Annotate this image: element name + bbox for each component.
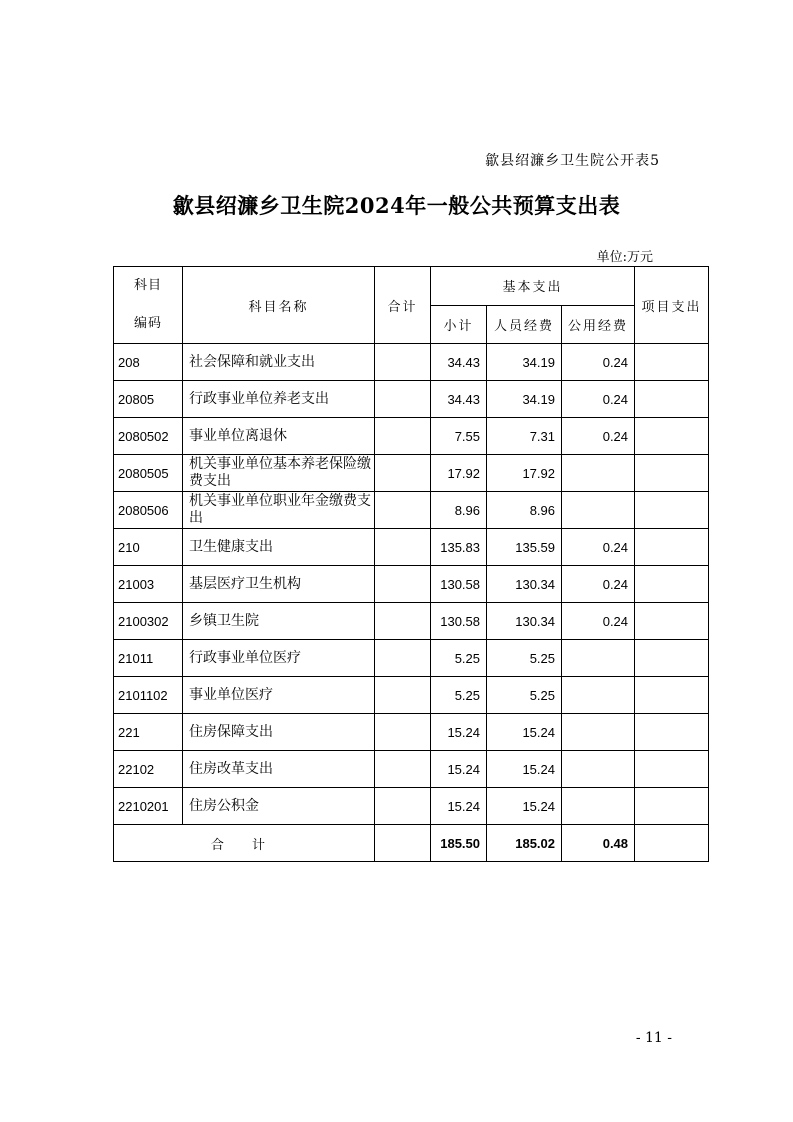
table-row <box>114 566 709 603</box>
row-code: 2080505 <box>114 455 183 492</box>
row-personnel: 34.19 <box>487 381 562 418</box>
table-number-note: 歙县绍濂乡卫生院公开表5 <box>485 153 660 169</box>
row-subtotal: 34.43 <box>431 381 487 418</box>
row-subtotal: 5.25 <box>431 640 487 677</box>
row-subtotal: 15.24 <box>431 751 487 788</box>
total-header: 合计 <box>375 267 431 344</box>
row-public <box>562 455 635 492</box>
total-row-public: 0.48 <box>562 825 635 862</box>
total-row-project <box>635 825 709 862</box>
code-header-top: 科目 <box>133 278 162 293</box>
row-total <box>375 751 431 788</box>
row-name: 卫生健康支出 <box>183 529 375 566</box>
row-code: 21003 <box>114 566 183 603</box>
row-subtotal: 130.58 <box>431 566 487 603</box>
table-row <box>114 455 709 492</box>
row-total <box>375 788 431 825</box>
table-row <box>114 344 709 381</box>
row-code: 2210201 <box>114 788 183 825</box>
row-public <box>562 714 635 751</box>
row-name: 住房公积金 <box>183 788 375 825</box>
row-code: 2100302 <box>114 603 183 640</box>
row-name: 住房改革支出 <box>183 751 375 788</box>
total-row-label: 合 计 <box>114 825 375 862</box>
table-row <box>114 677 709 714</box>
personnel-header: 人员经费 <box>487 305 562 344</box>
row-project <box>635 788 709 825</box>
row-code: 2080506 <box>114 492 183 529</box>
row-code: 22102 <box>114 751 183 788</box>
row-total <box>375 344 431 381</box>
subtotal-header: 小计 <box>431 305 487 344</box>
row-total <box>375 529 431 566</box>
row-code: 210 <box>114 529 183 566</box>
row-name: 基层医疗卫生机构 <box>183 566 375 603</box>
row-total <box>375 603 431 640</box>
row-total <box>375 714 431 751</box>
row-name: 行政事业单位医疗 <box>183 640 375 677</box>
row-public <box>562 788 635 825</box>
name-header: 科目名称 <box>183 267 375 344</box>
table-row <box>114 788 709 825</box>
row-project <box>635 455 709 492</box>
row-public: 0.24 <box>562 381 635 418</box>
row-name: 社会保障和就业支出 <box>183 344 375 381</box>
row-public <box>562 751 635 788</box>
row-personnel: 8.96 <box>487 492 562 529</box>
total-row <box>114 825 709 862</box>
row-project <box>635 640 709 677</box>
row-project <box>635 566 709 603</box>
row-public <box>562 640 635 677</box>
row-personnel: 135.59 <box>487 529 562 566</box>
row-name: 行政事业单位养老支出 <box>183 381 375 418</box>
row-subtotal: 17.92 <box>431 455 487 492</box>
row-personnel: 15.24 <box>487 788 562 825</box>
row-personnel: 15.24 <box>487 714 562 751</box>
row-subtotal: 5.25 <box>431 677 487 714</box>
row-code: 21011 <box>114 640 183 677</box>
row-subtotal: 130.58 <box>431 603 487 640</box>
total-row-personnel: 185.02 <box>487 825 562 862</box>
row-public: 0.24 <box>562 418 635 455</box>
row-project <box>635 344 709 381</box>
row-public: 0.24 <box>562 566 635 603</box>
row-total <box>375 640 431 677</box>
row-public: 0.24 <box>562 529 635 566</box>
row-personnel: 7.31 <box>487 418 562 455</box>
code-header-bottom: 编码 <box>133 316 162 331</box>
row-subtotal: 8.96 <box>431 492 487 529</box>
row-name: 事业单位医疗 <box>183 677 375 714</box>
row-personnel: 130.34 <box>487 566 562 603</box>
row-personnel: 17.92 <box>487 455 562 492</box>
total-row-subtotal: 185.50 <box>431 825 487 862</box>
table-row <box>114 492 709 529</box>
row-project <box>635 529 709 566</box>
row-project <box>635 714 709 751</box>
row-public: 0.24 <box>562 344 635 381</box>
row-project <box>635 677 709 714</box>
row-project <box>635 418 709 455</box>
table-row <box>114 714 709 751</box>
row-code: 2080502 <box>114 418 183 455</box>
row-name: 机关事业单位基本养老保险缴费支出 <box>183 455 375 492</box>
unit-label: 单位:万元 <box>596 250 653 265</box>
row-code: 20805 <box>114 381 183 418</box>
row-public <box>562 492 635 529</box>
basic-expenditure-header: 基本支出 <box>431 267 635 306</box>
page-number: - 11 - <box>635 1030 672 1046</box>
row-subtotal: 15.24 <box>431 788 487 825</box>
row-public: 0.24 <box>562 603 635 640</box>
row-total <box>375 455 431 492</box>
row-code: 2101102 <box>114 677 183 714</box>
page-title: 歙县绍濂乡卫生院2024年一般公共预算支出表 <box>172 193 621 218</box>
table-row <box>114 640 709 677</box>
row-project <box>635 381 709 418</box>
row-total <box>375 381 431 418</box>
budget-table <box>113 266 709 862</box>
row-personnel: 5.25 <box>487 640 562 677</box>
row-total <box>375 566 431 603</box>
table-row <box>114 529 709 566</box>
row-personnel: 5.25 <box>487 677 562 714</box>
row-project <box>635 603 709 640</box>
row-code: 208 <box>114 344 183 381</box>
row-public <box>562 677 635 714</box>
row-name: 乡镇卫生院 <box>183 603 375 640</box>
row-subtotal: 135.83 <box>431 529 487 566</box>
row-name: 住房保障支出 <box>183 714 375 751</box>
table-row <box>114 381 709 418</box>
table-row <box>114 751 709 788</box>
row-project <box>635 492 709 529</box>
table-row <box>114 603 709 640</box>
row-name: 机关事业单位职业年金缴费支出 <box>183 492 375 529</box>
row-total <box>375 677 431 714</box>
row-total <box>375 418 431 455</box>
total-row-total <box>375 825 431 862</box>
row-subtotal: 34.43 <box>431 344 487 381</box>
row-subtotal: 15.24 <box>431 714 487 751</box>
public-header: 公用经费 <box>562 305 635 344</box>
row-project <box>635 751 709 788</box>
project-expenditure-header: 项目支出 <box>635 267 709 344</box>
row-total <box>375 492 431 529</box>
table-body <box>114 344 709 825</box>
row-code: 221 <box>114 714 183 751</box>
row-subtotal: 7.55 <box>431 418 487 455</box>
row-name: 事业单位离退休 <box>183 418 375 455</box>
table-row <box>114 418 709 455</box>
row-personnel: 130.34 <box>487 603 562 640</box>
row-personnel: 15.24 <box>487 751 562 788</box>
row-personnel: 34.19 <box>487 344 562 381</box>
code-header <box>114 267 183 344</box>
